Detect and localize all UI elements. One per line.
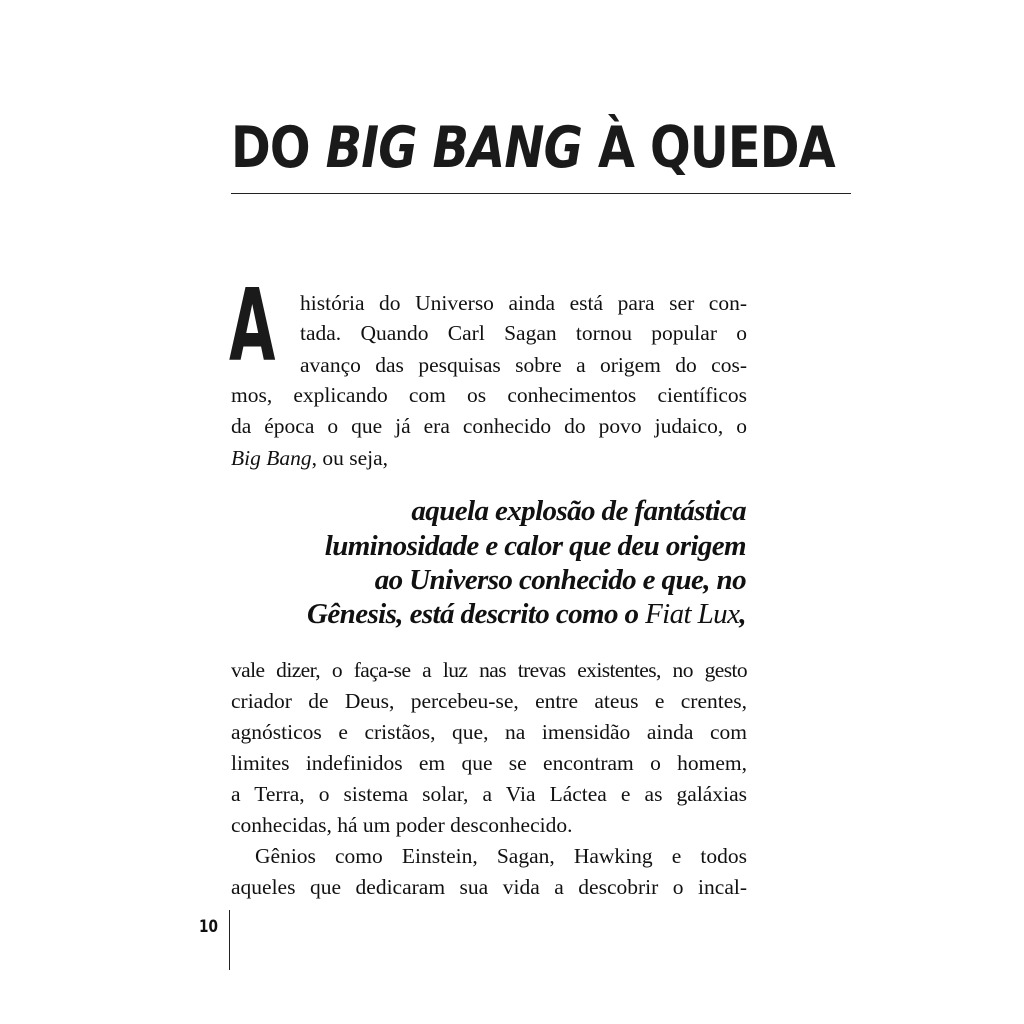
title-part-2: À QUEDA bbox=[582, 115, 835, 181]
title-part-italic: BIG BANG bbox=[325, 115, 583, 181]
body-line: mos, explicando com os conhecimentos científicos bbox=[231, 383, 747, 407]
body-line: da época o que já era conhecido do povo judaico, o bbox=[231, 414, 747, 438]
fiat-lux-term: Fiat Lux bbox=[645, 598, 740, 630]
body-line: tada. Quando Carl Sagan tornou popular o bbox=[300, 321, 747, 345]
title-rule bbox=[231, 193, 851, 194]
pull-quote-end: , bbox=[739, 598, 746, 630]
body-line: a Terra, o sistema solar, a Via Láctea e as galáxias bbox=[231, 782, 747, 806]
body-line: limites indefinidos em que se encontram o homem, bbox=[231, 751, 747, 775]
body-line: Gênios como Einstein, Sagan, Hawking e todos bbox=[255, 844, 747, 868]
title-part-1: DO bbox=[231, 115, 326, 181]
body-line: aqueles que dedicaram sua vida a descobrir o incal- bbox=[231, 875, 747, 899]
body-line: criador de Deus, percebeu-se, entre ateus e crentes, bbox=[231, 689, 747, 713]
pull-quote-line: aquela explosão de fantástica bbox=[411, 495, 746, 527]
body-line: conhecidas, há um poder desconhecido. bbox=[231, 813, 573, 837]
drop-cap: A bbox=[229, 267, 276, 384]
pull-quote-bold: Gênesis, está descrito como o bbox=[307, 598, 646, 630]
page-number-rule bbox=[229, 910, 230, 970]
body-line: história do Universo ainda está para ser con- bbox=[300, 291, 747, 315]
body-line-tail: , ou seja, bbox=[311, 446, 389, 470]
body-line: vale dizer, o faça-se a luz nas trevas existentes, no gesto bbox=[231, 658, 747, 682]
pull-quote-line: ao Universo conhecido e que, no bbox=[374, 564, 746, 596]
chapter-title bbox=[231, 112, 835, 184]
pull-quote-line-last bbox=[307, 597, 746, 632]
body-line: avanço das pesquisas sobre a origem do cos- bbox=[300, 353, 747, 377]
body-line-last bbox=[231, 443, 388, 473]
body-line: agnósticos e cristãos, que, na imensidão ainda com bbox=[231, 720, 747, 744]
pull-quote-line: luminosidade e calor que deu origem bbox=[324, 530, 746, 562]
big-bang-term: Big Bang bbox=[231, 446, 312, 470]
page-number: 10 bbox=[199, 917, 218, 937]
